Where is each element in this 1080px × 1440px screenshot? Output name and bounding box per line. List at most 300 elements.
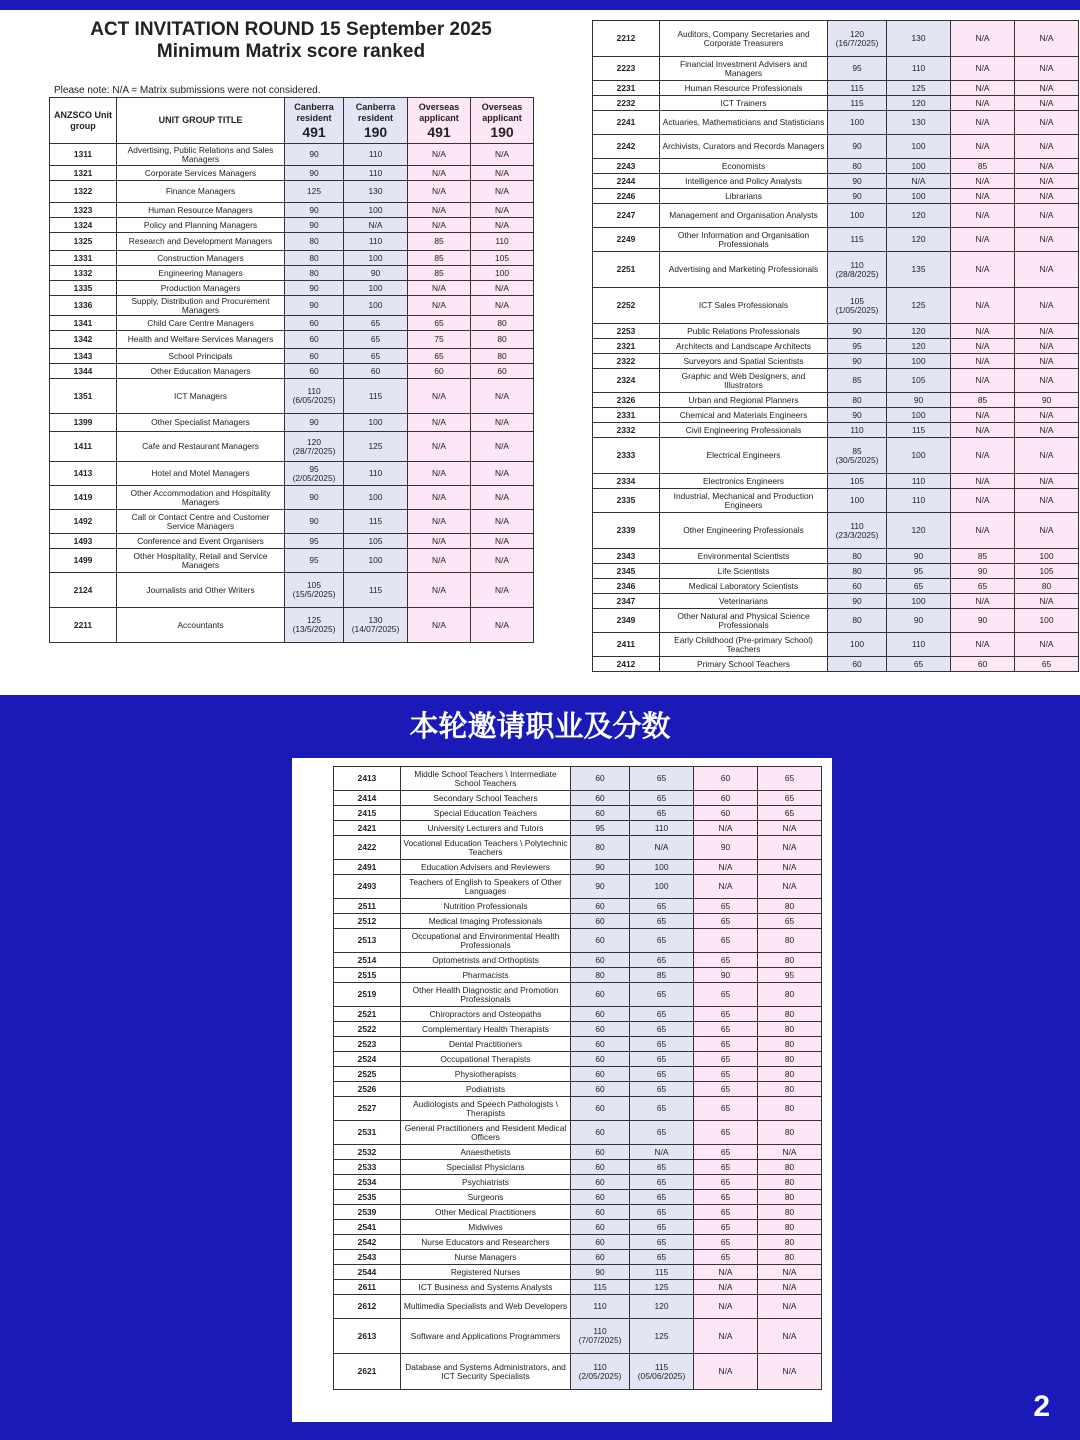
canberra-491-score: 60 <box>571 1022 630 1037</box>
overseas-491-score: 65 <box>694 983 758 1007</box>
unit-group-title: Special Education Teachers <box>401 806 571 821</box>
overseas-491-score: N/A <box>408 549 471 573</box>
canberra-190-score: 100 <box>344 296 408 316</box>
canberra-190-score: 130 (14/07/2025) <box>344 608 408 643</box>
overseas-190-score: 80 <box>758 953 822 968</box>
overseas-190-score: N/A <box>758 821 822 836</box>
canberra-491-score: 95 <box>571 821 630 836</box>
table-row <box>334 1205 822 1220</box>
header-label: Overseas applicant <box>481 101 523 123</box>
overseas-190-score: 80 <box>758 1175 822 1190</box>
unit-group-code: 2243 <box>593 159 660 174</box>
canberra-190-score: 65 <box>630 806 694 821</box>
overseas-491-score: 65 <box>694 899 758 914</box>
unit-group-title: Conference and Event Organisers <box>117 534 285 549</box>
canberra-491-score: 60 <box>571 1220 630 1235</box>
overseas-190-score: 65 <box>1015 657 1079 672</box>
canberra-190-score: 90 <box>887 549 951 564</box>
unit-group-code: 1419 <box>50 486 117 510</box>
table-row <box>593 174 1079 189</box>
overseas-491-score: 65 <box>694 929 758 953</box>
overseas-190-score: N/A <box>1015 111 1079 135</box>
table-row <box>334 821 822 836</box>
unit-group-code: 2491 <box>334 860 401 875</box>
table-row <box>50 510 534 534</box>
overseas-491-score: 65 <box>694 1205 758 1220</box>
canberra-491-score: 60 <box>571 1067 630 1082</box>
canberra-491-score: 80 <box>571 836 630 860</box>
header-label: Overseas applicant <box>418 101 460 123</box>
table-row <box>593 228 1079 252</box>
occupation-table-left <box>49 97 534 643</box>
overseas-491-score: 60 <box>694 791 758 806</box>
overseas-491-score: N/A <box>951 339 1015 354</box>
table-row <box>593 57 1079 81</box>
overseas-491-score: 85 <box>408 251 471 266</box>
overseas-491-score: 90 <box>694 836 758 860</box>
unit-group-title: Human Resource Managers <box>117 203 285 218</box>
overseas-491-score: N/A <box>951 111 1015 135</box>
unit-group-title: Life Scientists <box>660 564 828 579</box>
canberra-491-score: 90 <box>571 875 630 899</box>
unit-group-title: Corporate Services Managers <box>117 166 285 181</box>
canberra-190-score: 120 <box>887 204 951 228</box>
overseas-491-score: 85 <box>408 233 471 251</box>
unit-group-code: 2512 <box>334 914 401 929</box>
canberra-491-score: 80 <box>828 159 887 174</box>
header-code: ANZSCO Unit group <box>50 98 117 144</box>
canberra-190-score: 120 <box>887 513 951 549</box>
canberra-190-score: 100 <box>887 438 951 474</box>
overseas-190-score: 80 <box>758 1205 822 1220</box>
overseas-190-score: N/A <box>1015 369 1079 393</box>
unit-group-code: 2242 <box>593 135 660 159</box>
unit-group-title: Other Engineering Professionals <box>660 513 828 549</box>
overseas-491-score: N/A <box>408 379 471 414</box>
unit-group-title: ICT Sales Professionals <box>660 288 828 324</box>
table-row <box>334 1160 822 1175</box>
canberra-491-score: 100 <box>828 633 887 657</box>
table-row <box>334 1265 822 1280</box>
table-row <box>50 331 534 349</box>
header-label: Canberra resident <box>355 101 396 123</box>
canberra-190-score: 100 <box>344 251 408 266</box>
unit-group-code: 2231 <box>593 81 660 96</box>
canberra-491-score: 60 <box>571 791 630 806</box>
unit-group-code: 1343 <box>50 349 117 364</box>
table-row <box>50 233 534 251</box>
overseas-190-score: N/A <box>471 573 534 608</box>
overseas-190-score: 80 <box>471 316 534 331</box>
table-row <box>50 534 534 549</box>
overseas-190-score: 65 <box>758 914 822 929</box>
overseas-190-score: N/A <box>1015 96 1079 111</box>
canberra-491-score: 60 <box>285 316 344 331</box>
canberra-190-score: 100 <box>887 594 951 609</box>
table-row <box>50 144 534 166</box>
canberra-491-score: 110 (23/3/2025) <box>828 513 887 549</box>
unit-group-code: 1323 <box>50 203 117 218</box>
unit-group-title: Pharmacists <box>401 968 571 983</box>
canberra-491-score: 110 (7/07/2025) <box>571 1319 630 1354</box>
unit-group-title: Vocational Education Teachers \ Polytechnic Teachers <box>401 836 571 860</box>
overseas-491-score: 85 <box>951 393 1015 408</box>
canberra-491-score: 110 (28/8/2025) <box>828 252 887 288</box>
unit-group-title: Archivists, Curators and Records Managers <box>660 135 828 159</box>
unit-group-title: Other Specialist Managers <box>117 414 285 432</box>
overseas-190-score: 95 <box>758 968 822 983</box>
overseas-491-score: N/A <box>951 474 1015 489</box>
document-page-left <box>46 14 536 670</box>
overseas-190-score: N/A <box>471 486 534 510</box>
unit-group-code: 2519 <box>334 983 401 1007</box>
top-stripe <box>0 0 1080 10</box>
canberra-491-score: 95 <box>828 339 887 354</box>
unit-group-code: 2349 <box>593 609 660 633</box>
overseas-190-score: N/A <box>1015 204 1079 228</box>
table-row <box>334 767 822 791</box>
table-row <box>593 423 1079 438</box>
unit-group-code: 1499 <box>50 549 117 573</box>
overseas-190-score: N/A <box>471 414 534 432</box>
overseas-190-score: N/A <box>1015 408 1079 423</box>
unit-group-code: 1321 <box>50 166 117 181</box>
unit-group-code: 2612 <box>334 1295 401 1319</box>
canberra-491-score: 60 <box>571 767 630 791</box>
unit-group-title: Other Medical Practitioners <box>401 1205 571 1220</box>
canberra-491-score: 115 <box>828 228 887 252</box>
canberra-190-score: 110 <box>630 821 694 836</box>
overseas-190-score: 80 <box>758 1067 822 1082</box>
overseas-491-score: 65 <box>694 1097 758 1121</box>
canberra-491-score: 90 <box>828 408 887 423</box>
overseas-491-score: N/A <box>951 204 1015 228</box>
unit-group-code: 2324 <box>593 369 660 393</box>
canberra-190-score: 105 <box>344 534 408 549</box>
overseas-190-score: N/A <box>471 296 534 316</box>
unit-group-title: Journalists and Other Writers <box>117 573 285 608</box>
overseas-190-score: 100 <box>471 266 534 281</box>
canberra-190-score: 90 <box>887 393 951 408</box>
canberra-491-score: 60 <box>571 806 630 821</box>
unit-group-title: Policy and Planning Managers <box>117 218 285 233</box>
canberra-491-score: 90 <box>828 174 887 189</box>
canberra-190-score: 110 <box>344 166 408 181</box>
overseas-190-score: N/A <box>1015 21 1079 57</box>
overseas-190-score: N/A <box>471 432 534 462</box>
overseas-190-score: N/A <box>1015 594 1079 609</box>
canberra-190-score: 100 <box>887 159 951 174</box>
canberra-491-score: 60 <box>285 349 344 364</box>
canberra-190-score: 115 <box>344 510 408 534</box>
canberra-491-score: 80 <box>828 393 887 408</box>
overseas-491-score: N/A <box>408 608 471 643</box>
overseas-190-score: 80 <box>758 1097 822 1121</box>
canberra-491-score: 60 <box>571 1160 630 1175</box>
unit-group-code: 2334 <box>593 474 660 489</box>
na-note: Please note: N/A = Matrix submissions were not considered. <box>54 85 321 96</box>
table-row <box>593 657 1079 672</box>
overseas-491-score: 85 <box>408 266 471 281</box>
canberra-491-score: 60 <box>571 1082 630 1097</box>
table-row <box>334 1295 822 1319</box>
canberra-190-score: 120 <box>630 1295 694 1319</box>
unit-group-code: 2223 <box>593 57 660 81</box>
table-row <box>50 349 534 364</box>
canberra-190-score: 130 <box>344 181 408 203</box>
header-score: 190 <box>363 123 388 140</box>
table-row <box>334 899 822 914</box>
overseas-190-score: N/A <box>758 836 822 860</box>
canberra-190-score: 65 <box>887 657 951 672</box>
unit-group-title: Construction Managers <box>117 251 285 266</box>
unit-group-code: 2335 <box>593 489 660 513</box>
overseas-491-score: N/A <box>408 296 471 316</box>
canberra-190-score: 105 <box>887 369 951 393</box>
unit-group-code: 2333 <box>593 438 660 474</box>
table-row <box>593 81 1079 96</box>
table-row <box>334 1037 822 1052</box>
canberra-491-score: 125 <box>285 181 344 203</box>
table-row <box>334 1280 822 1295</box>
table-row <box>334 1220 822 1235</box>
overseas-190-score: 90 <box>1015 393 1079 408</box>
unit-group-code: 2543 <box>334 1250 401 1265</box>
table-row <box>50 364 534 379</box>
overseas-190-score: 80 <box>471 349 534 364</box>
canberra-491-score: 60 <box>571 1145 630 1160</box>
overseas-491-score: N/A <box>408 181 471 203</box>
unit-group-code: 2321 <box>593 339 660 354</box>
canberra-491-score: 90 <box>828 189 887 204</box>
canberra-190-score: 65 <box>630 1097 694 1121</box>
unit-group-title: Dental Practitioners <box>401 1037 571 1052</box>
overseas-190-score: N/A <box>471 510 534 534</box>
unit-group-title: Research and Development Managers <box>117 233 285 251</box>
overseas-491-score: N/A <box>951 354 1015 369</box>
unit-group-code: 1413 <box>50 462 117 486</box>
unit-group-code: 2421 <box>334 821 401 836</box>
overseas-491-score: 60 <box>408 364 471 379</box>
canberra-491-score: 90 <box>285 486 344 510</box>
overseas-491-score: 65 <box>694 1220 758 1235</box>
table-row <box>334 968 822 983</box>
canberra-491-score: 60 <box>571 953 630 968</box>
canberra-190-score: 65 <box>630 1007 694 1022</box>
unit-group-title: Actuaries, Mathematicians and Statisticians <box>660 111 828 135</box>
table-row <box>593 159 1079 174</box>
unit-group-title: Finance Managers <box>117 181 285 203</box>
canberra-491-score: 90 <box>285 510 344 534</box>
unit-group-code: 2331 <box>593 408 660 423</box>
overseas-190-score: N/A <box>1015 423 1079 438</box>
table-row <box>593 474 1079 489</box>
unit-group-code: 2611 <box>334 1280 401 1295</box>
overseas-190-score: 100 <box>1015 609 1079 633</box>
unit-group-title: Nurse Managers <box>401 1250 571 1265</box>
unit-group-code: 1331 <box>50 251 117 266</box>
unit-group-title: Early Childhood (Pre-primary School) Teachers <box>660 633 828 657</box>
canberra-190-score: 125 <box>887 288 951 324</box>
canberra-190-score: 100 <box>344 203 408 218</box>
header-overseas-190 <box>471 98 534 144</box>
canberra-190-score: 65 <box>344 316 408 331</box>
document-page-bottom <box>292 758 832 1422</box>
overseas-190-score: N/A <box>758 1265 822 1280</box>
unit-group-code: 1351 <box>50 379 117 414</box>
unit-group-code: 1411 <box>50 432 117 462</box>
table-row <box>334 836 822 860</box>
table-row <box>334 860 822 875</box>
canberra-190-score: 100 <box>887 189 951 204</box>
table-row <box>593 204 1079 228</box>
unit-group-title: Electronics Engineers <box>660 474 828 489</box>
unit-group-title: Electrical Engineers <box>660 438 828 474</box>
canberra-491-score: 80 <box>285 266 344 281</box>
canberra-491-score: 80 <box>828 564 887 579</box>
table-row <box>50 608 534 643</box>
table-row <box>334 983 822 1007</box>
canberra-190-score: 65 <box>630 1175 694 1190</box>
canberra-491-score: 90 <box>285 166 344 181</box>
overseas-491-score: 65 <box>408 349 471 364</box>
canberra-491-score: 80 <box>828 609 887 633</box>
table-row <box>334 791 822 806</box>
canberra-491-score: 60 <box>571 1250 630 1265</box>
overseas-491-score: N/A <box>694 1280 758 1295</box>
overseas-491-score: N/A <box>408 432 471 462</box>
unit-group-code: 2244 <box>593 174 660 189</box>
unit-group-code: 1341 <box>50 316 117 331</box>
table-row <box>593 369 1079 393</box>
canberra-190-score: N/A <box>344 218 408 233</box>
canberra-190-score: 110 <box>887 57 951 81</box>
table-row <box>50 414 534 432</box>
table-row <box>593 324 1079 339</box>
overseas-491-score: 65 <box>694 1067 758 1082</box>
overseas-491-score: 65 <box>694 1022 758 1037</box>
overseas-190-score: N/A <box>758 1145 822 1160</box>
canberra-190-score: 110 <box>887 489 951 513</box>
overseas-190-score: 80 <box>758 899 822 914</box>
unit-group-code: 1311 <box>50 144 117 166</box>
table-row <box>50 316 534 331</box>
overseas-491-score: 60 <box>694 767 758 791</box>
unit-group-title: Middle School Teachers \ Intermediate School Teachers <box>401 767 571 791</box>
canberra-190-score: 115 <box>887 423 951 438</box>
overseas-190-score: N/A <box>471 144 534 166</box>
unit-group-title: Call or Contact Centre and Customer Service Managers <box>117 510 285 534</box>
overseas-491-score: 65 <box>694 1145 758 1160</box>
canberra-190-score: 65 <box>630 1250 694 1265</box>
canberra-190-score: 65 <box>630 1037 694 1052</box>
overseas-491-score: N/A <box>951 21 1015 57</box>
canberra-190-score: 85 <box>630 968 694 983</box>
canberra-491-score: 80 <box>828 549 887 564</box>
table-row <box>50 281 534 296</box>
overseas-190-score: N/A <box>471 462 534 486</box>
canberra-491-score: 90 <box>285 281 344 296</box>
canberra-190-score: 125 <box>630 1319 694 1354</box>
table-row <box>334 929 822 953</box>
unit-group-title: Occupational Therapists <box>401 1052 571 1067</box>
unit-group-code: 2613 <box>334 1319 401 1354</box>
canberra-491-score: 90 <box>285 218 344 233</box>
page-number: 2 <box>1033 1390 1050 1423</box>
canberra-491-score: 60 <box>571 1175 630 1190</box>
unit-group-title: Surveyors and Spatial Scientists <box>660 354 828 369</box>
overseas-190-score: N/A <box>1015 633 1079 657</box>
canberra-491-score: 110 (2/05/2025) <box>571 1354 630 1390</box>
table-row <box>593 21 1079 57</box>
overseas-491-score: N/A <box>408 166 471 181</box>
table-row <box>593 609 1079 633</box>
unit-group-code: 1399 <box>50 414 117 432</box>
overseas-190-score: 80 <box>758 1250 822 1265</box>
unit-group-code: 2345 <box>593 564 660 579</box>
canberra-491-score: 120 (28/7/2025) <box>285 432 344 462</box>
table-row <box>334 1022 822 1037</box>
unit-group-title: Other Hospitality, Retail and Service Managers <box>117 549 285 573</box>
title-line-1: ACT INVITATION ROUND 15 September 2025 <box>90 19 492 40</box>
unit-group-code: 2346 <box>593 579 660 594</box>
unit-group-title: Intelligence and Policy Analysts <box>660 174 828 189</box>
canberra-491-score: 80 <box>285 233 344 251</box>
canberra-190-score: 60 <box>344 364 408 379</box>
overseas-190-score: N/A <box>1015 57 1079 81</box>
overseas-190-score: N/A <box>471 608 534 643</box>
unit-group-title: Education Advisers and Reviewers <box>401 860 571 875</box>
table-row <box>334 1250 822 1265</box>
overseas-491-score: N/A <box>408 510 471 534</box>
table-row <box>334 1190 822 1205</box>
table-row <box>334 1067 822 1082</box>
unit-group-title: ICT Trainers <box>660 96 828 111</box>
overseas-190-score: N/A <box>1015 228 1079 252</box>
overseas-190-score: 80 <box>758 929 822 953</box>
canberra-190-score: 65 <box>630 1190 694 1205</box>
unit-group-title: Database and Systems Administrators, and ICT Security Specialists <box>401 1354 571 1390</box>
unit-group-code: 2511 <box>334 899 401 914</box>
overseas-491-score: N/A <box>694 860 758 875</box>
overseas-190-score: 80 <box>758 1052 822 1067</box>
overseas-190-score: N/A <box>471 549 534 573</box>
overseas-491-score: 65 <box>694 1052 758 1067</box>
unit-group-code: 2521 <box>334 1007 401 1022</box>
canberra-190-score: 110 <box>887 474 951 489</box>
unit-group-code: 2124 <box>50 573 117 608</box>
unit-group-code: 2522 <box>334 1022 401 1037</box>
unit-group-title: Hotel and Motel Managers <box>117 462 285 486</box>
canberra-190-score: 65 <box>630 1220 694 1235</box>
overseas-491-score: N/A <box>951 408 1015 423</box>
canberra-190-score: 115 <box>344 573 408 608</box>
canberra-491-score: 95 <box>285 549 344 573</box>
overseas-491-score: N/A <box>951 96 1015 111</box>
canberra-190-score: 110 <box>344 233 408 251</box>
canberra-491-score: 60 <box>571 1097 630 1121</box>
unit-group-title: Public Relations Professionals <box>660 324 828 339</box>
overseas-190-score: N/A <box>471 181 534 203</box>
canberra-190-score: 120 <box>887 96 951 111</box>
banner-title: 本轮邀请职业及分数 <box>409 709 671 743</box>
unit-group-code: 2535 <box>334 1190 401 1205</box>
overseas-190-score: N/A <box>471 281 534 296</box>
overseas-491-score: N/A <box>408 203 471 218</box>
header-overseas-491 <box>408 98 471 144</box>
overseas-190-score: N/A <box>1015 189 1079 204</box>
unit-group-code: 1344 <box>50 364 117 379</box>
